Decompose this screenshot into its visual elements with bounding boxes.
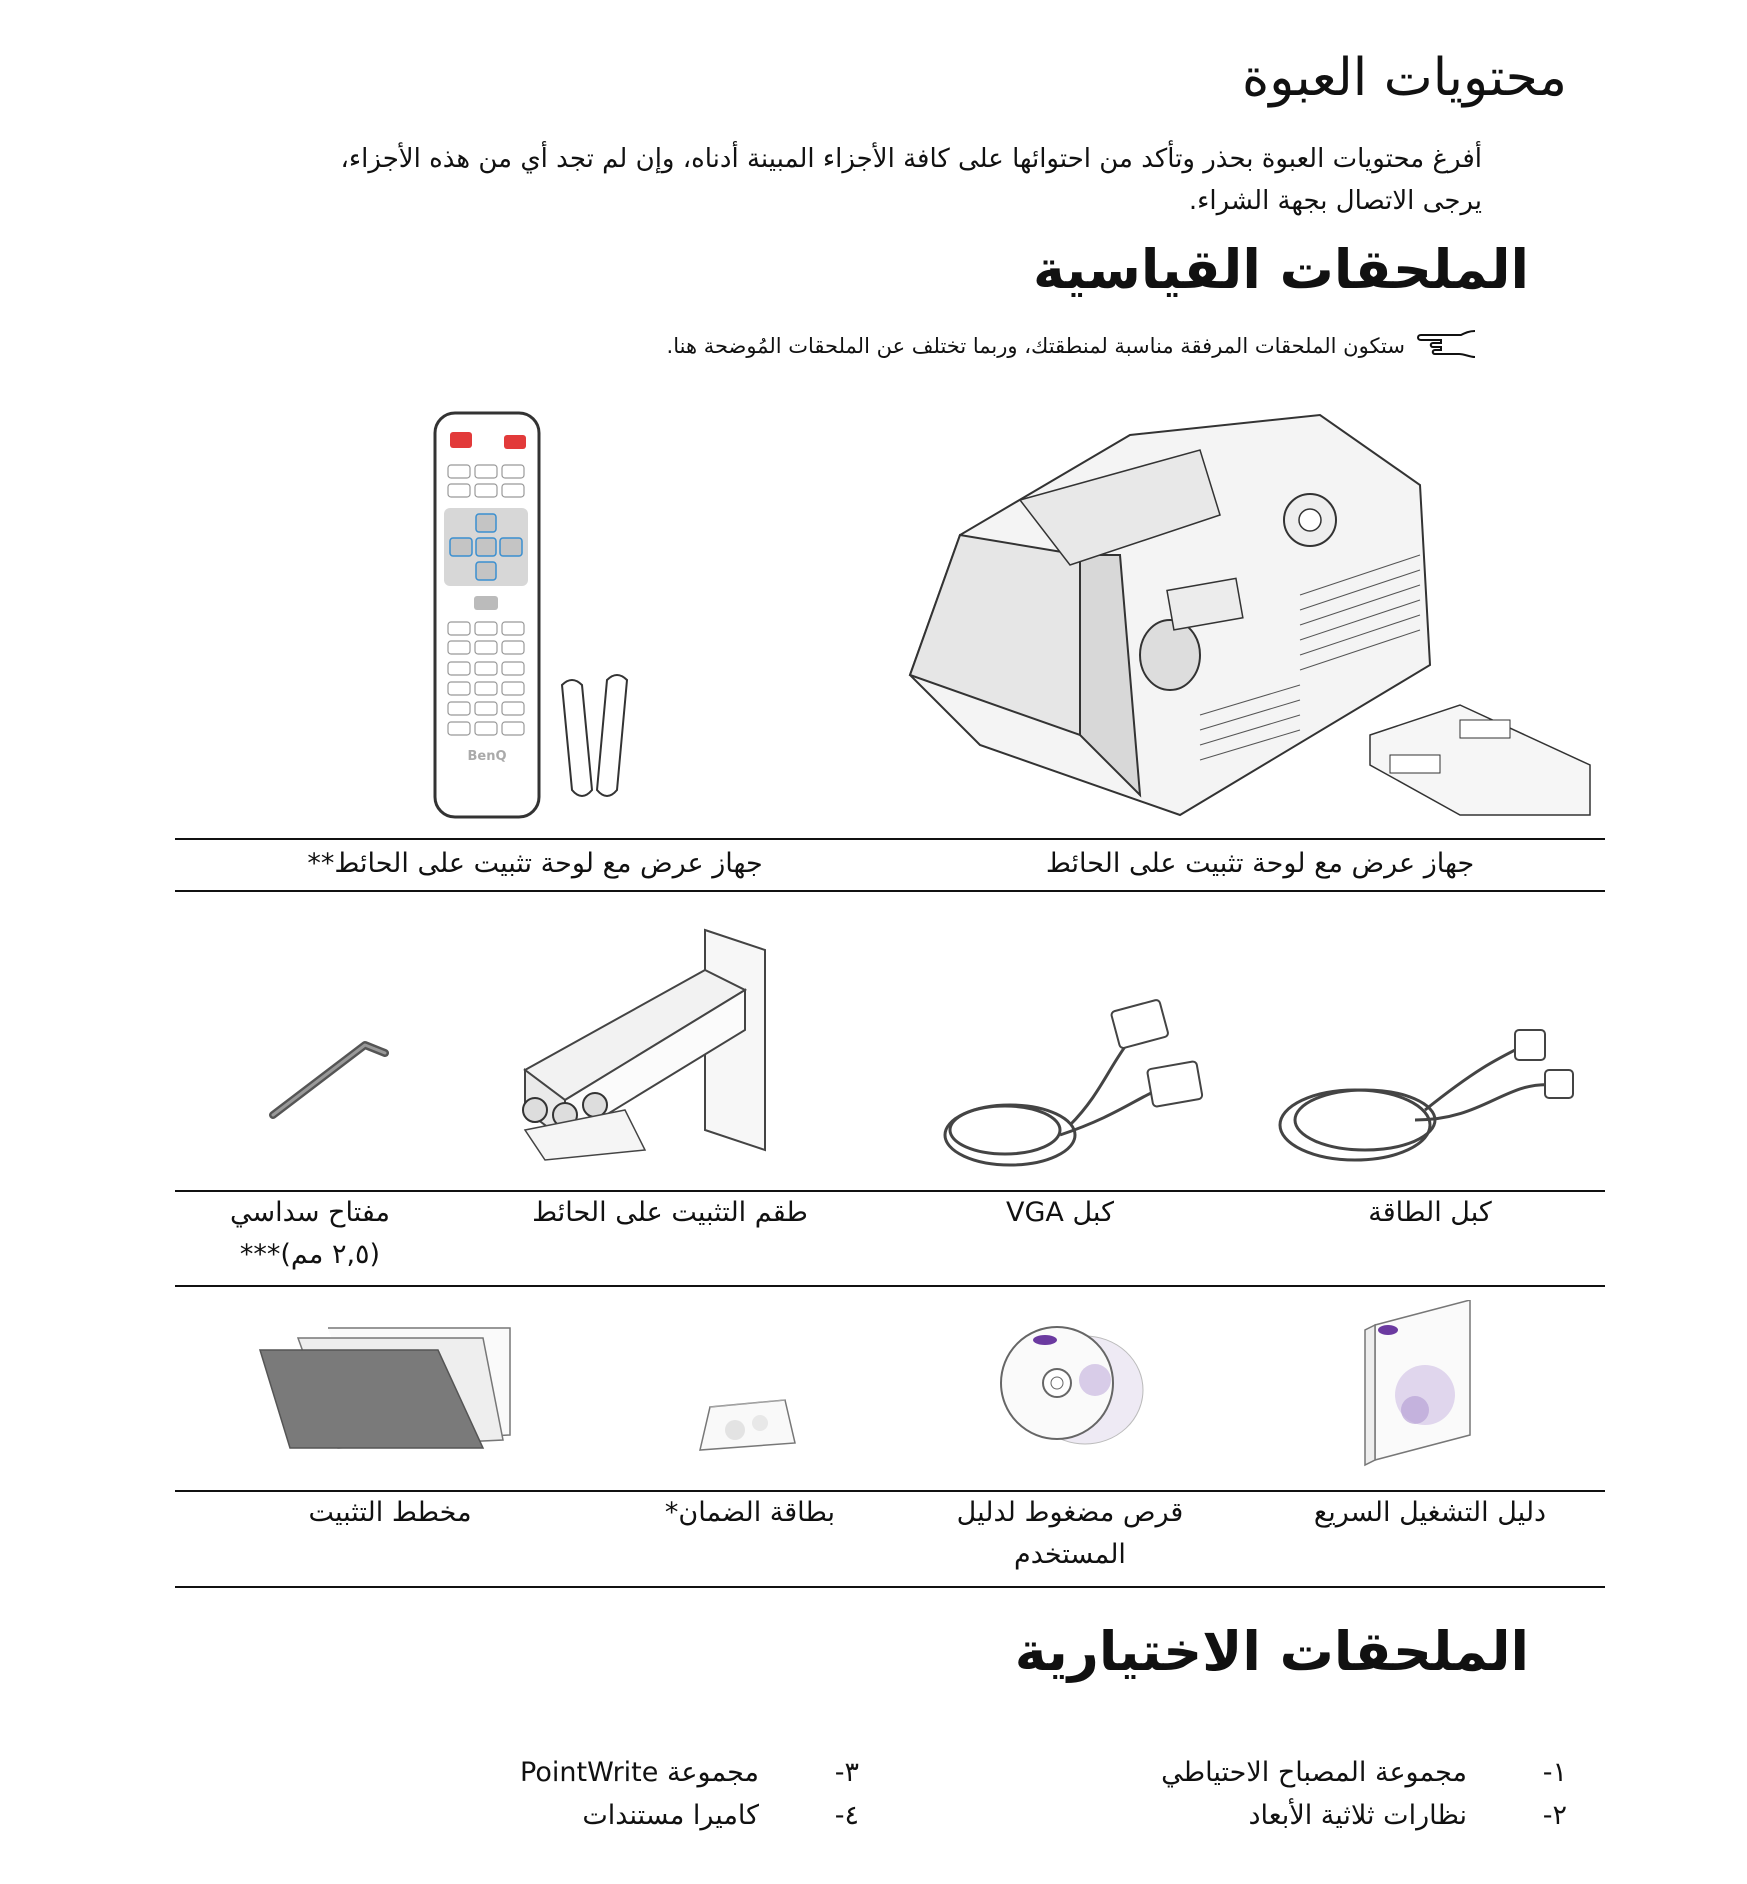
vga-cable-icon [930,985,1210,1179]
optional-item-1 [1161,1757,1567,1788]
projector-icon [900,405,1600,829]
optional-item-4 [582,1800,859,1831]
quick-start-guide-icon [1360,1300,1490,1474]
divider [175,838,1605,840]
power-cable-icon [1265,1010,1595,1179]
intro-line-2: يرجى الاتصال بجهة الشراء. [1188,186,1482,216]
optional-item-label: كاميرا مستندات [582,1800,759,1831]
optional-item-number: ٢- [1542,1800,1567,1831]
caption-installation-template: مخطط التثبيت [308,1497,472,1528]
pointing-hand-icon [1415,327,1479,364]
remote-control-icon [432,410,662,824]
installation-template-icon [258,1325,518,1454]
optional-item-2 [1249,1800,1567,1831]
optional-item-label: نظارات ثلاثية الأبعاد [1248,1800,1467,1831]
caption-projector: جهاز عرض مع لوحة تثبيت على الحائط [1045,848,1475,879]
intro-line-1: أفرغ محتويات العبوة بحذر وتأكد من احتوائها على كافة الأجزاء المبينة أدناه، وإن لم تجد أي من هذه الأجزاء، [340,144,1482,174]
optional-item-label: مجموعة PointWrite [520,1757,759,1788]
caption-cd [930,1492,1210,1576]
caption-projector-2: جهاز عرض مع لوحة تثبيت على الحائط** [307,848,763,879]
optional-item-number: ٣- [834,1757,859,1788]
caption-hex-key [200,1192,420,1276]
optional-item-number: ٤- [834,1800,859,1831]
wall-mount-kit-icon [505,910,815,1174]
optional-accessories-heading: الملحقات الاختيارية [1014,1620,1529,1683]
optional-item-3 [520,1757,859,1788]
caption-power-cable: كبل الطاقة [1368,1197,1492,1228]
optional-item-label: مجموعة المصباح الاحتياطي [1161,1757,1467,1788]
svg-text:BenQ: BenQ [467,749,507,764]
standard-accessories-heading: الملحقات القياسية [1032,238,1529,301]
intro-paragraph [182,138,1482,222]
divider [175,890,1605,892]
divider [175,1285,1605,1287]
caption-wall-mount-kit: طقم التثبيت على الحائط [532,1197,808,1228]
caption-cd-line2: المستخدم [1014,1539,1126,1570]
divider [175,1586,1605,1588]
cd-icon [1000,1325,1150,1449]
caption-hex-key-line2: (٢,٥ مم)*** [239,1239,381,1270]
caption-vga-cable: كبل VGA [1006,1197,1114,1228]
warranty-card-icon [690,1395,800,1459]
region-note-text: ستكون الملحقات المرفقة مناسبة لمنطقتك، وربما تختلف عن الملحقات المُوضحة هنا. [666,333,1405,358]
region-note [667,327,1479,364]
caption-cd-line1: قرص مضغوط لدليل [956,1497,1184,1528]
page-title: محتويات العبوة [1242,48,1567,108]
caption-quick-start-guide: دليل التشغيل السريع [1313,1497,1547,1528]
caption-hex-key-line1: مفتاح سداسي [230,1197,390,1228]
hex-key-icon [265,1015,405,1139]
optional-item-number: ١- [1542,1757,1567,1788]
caption-warranty-card: بطاقة الضمان* [664,1497,836,1528]
